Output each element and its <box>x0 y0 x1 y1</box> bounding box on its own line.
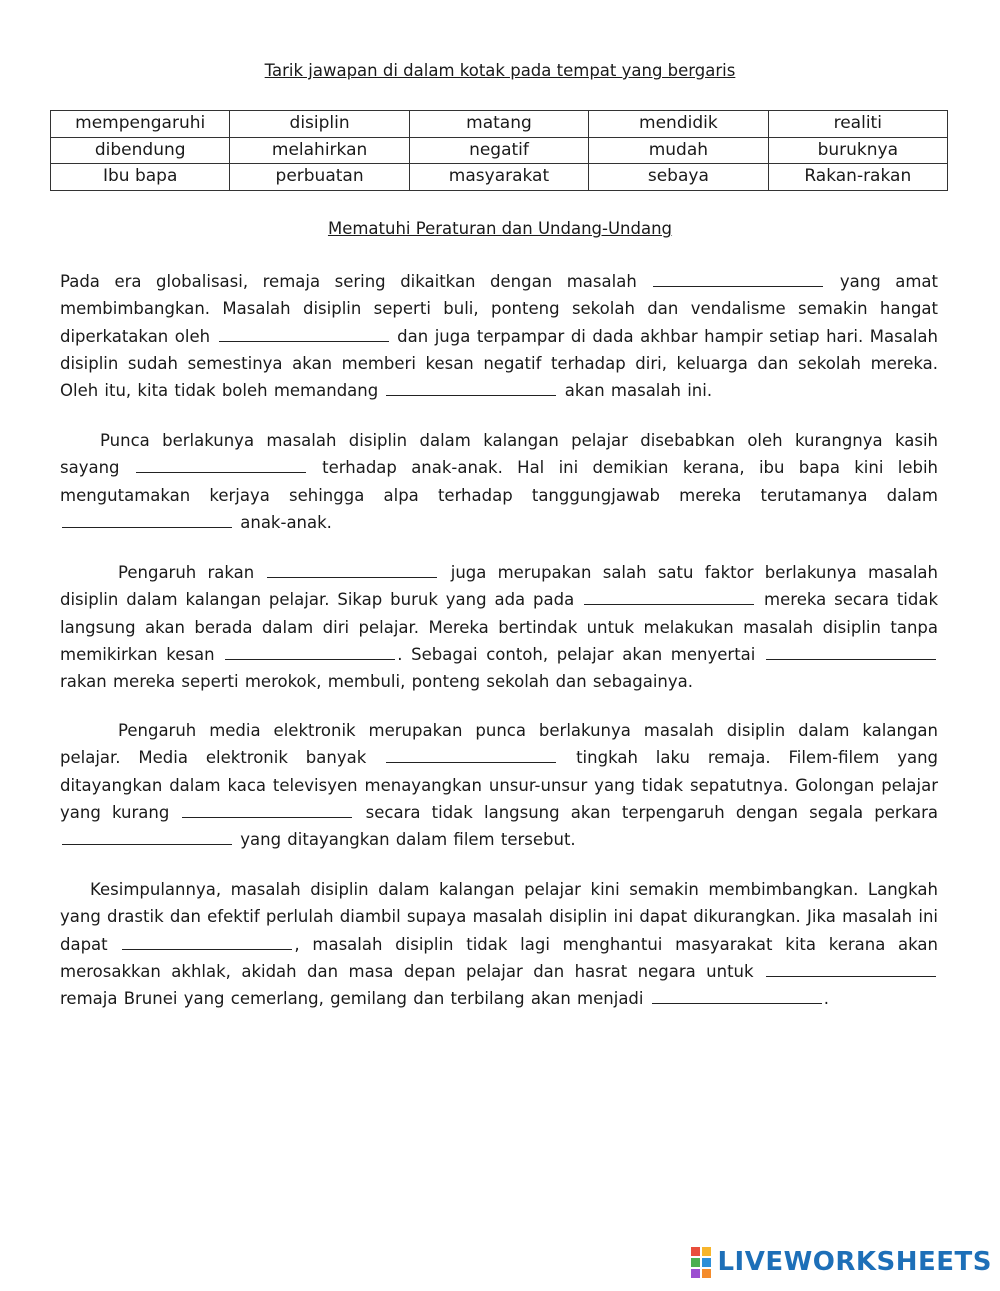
brand-name: LIVEWORKSHEETS <box>717 1247 992 1277</box>
answer-blank-14[interactable] <box>766 961 936 977</box>
word-bank-item[interactable]: melahirkan <box>230 137 409 164</box>
word-bank-item[interactable]: matang <box>409 111 588 138</box>
paragraph-2: Punca berlakunya masalah disiplin dalam kalangan pelajar disebabkan oleh kurangnya kasih sayang terhadap anak-anak. Hal ini demikian kerana, ibu bapa kini lebih mengutamakan kerjaya sehingga alpa terhadap tanggungjawab mereka terutamanya dalam anak-anak. <box>60 431 938 532</box>
word-bank-item[interactable]: mudah <box>589 137 768 164</box>
paragraph-3: Pengaruh rakan juga merupakan salah satu faktor berlakunya masalah disiplin dalam kalangan pelajar. Sikap buruk yang ada pada mereka secara tidak langsung akan berada dalam diri pelajar. Mereka bertindak untuk melakukan masalah disiplin tanpa memikirkan kesan . Sebagai contoh, pelajar akan menyertai rakan mereka seperti merokok, membuli, ponteng sekolah dan sebagainya. <box>60 563 939 692</box>
answer-blank-12[interactable] <box>62 829 232 845</box>
answer-blank-6[interactable] <box>267 562 437 578</box>
answer-blank-11[interactable] <box>182 802 352 818</box>
instruction-text: Tarik jawapan di dalam kotak pada tempat yang bergaris <box>264 61 736 80</box>
logo-square <box>691 1269 700 1278</box>
word-bank-item[interactable]: Rakan-rakan <box>768 164 947 191</box>
logo-square <box>702 1258 711 1267</box>
answer-blank-3[interactable] <box>386 380 556 396</box>
word-bank-item[interactable]: Ibu bapa <box>51 164 230 191</box>
answer-blank-5[interactable] <box>62 512 232 528</box>
word-bank-table <box>50 110 948 191</box>
paragraph-5: Kesimpulannya, masalah disiplin dalam kalangan pelajar kini semakin membimbangkan. Langkah yang drastik dan efektif perlulah diambil supaya masalah disiplin ini dapat dikurangkan. Jika masalah ini dapat , masalah disiplin tidak lagi menghantui masyarakat kita kerana akan merosakkan akhlak, akidah dan masa depan pelajar dan hasrat negara untuk remaja Brunei yang cemerlang, gemilang dan terbilang akan menjadi . <box>60 880 938 1009</box>
word-bank-item[interactable]: dibendung <box>51 137 230 164</box>
liveworksheets-icon <box>691 1247 711 1278</box>
answer-blank-8[interactable] <box>225 644 395 660</box>
paragraph-1: Pada era globalisasi, remaja sering dikaitkan dengan masalah yang amat membimbangkan. Masalah disiplin seperti buli, ponteng sekolah dan vendalisme semakin hangat diperkatakan oleh dan juga terpampar di dada akhbar hampir setiap hari. Masalah disiplin sudah semestinya akan memberi kesan negatif terhadap diri, keluarga dan sekolah mereka. Oleh itu, kita tidak boleh memandang akan masalah ini. <box>60 272 938 401</box>
answer-blank-10[interactable] <box>386 747 556 763</box>
word-bank-item[interactable]: mempengaruhi <box>51 111 230 138</box>
answer-blank-1[interactable] <box>653 271 823 287</box>
word-bank-item[interactable]: sebaya <box>589 164 768 191</box>
word-bank-item[interactable]: buruknya <box>768 137 947 164</box>
word-bank-item[interactable]: realiti <box>768 111 947 138</box>
word-bank-row <box>51 137 948 164</box>
passage-heading: Mematuhi Peraturan dan Undang-Undang <box>327 219 673 238</box>
paragraph-4: Pengaruh media elektronik merupakan punca berlakunya masalah disiplin dalam kalangan pelajar. Media elektronik banyak tingkah laku remaja. Filem-filem yang ditayangkan dalam kaca televisyen menayangkan unsur-unsur yang tidak sepatutnya. Golongan pelajar yang kurang secara tidak langsung akan terpengaruh dengan segala perkara yang ditayangkan dalam filem tersebut. <box>60 721 939 850</box>
answer-blank-4[interactable] <box>136 457 306 473</box>
logo-square <box>691 1258 700 1267</box>
logo-square <box>702 1247 711 1256</box>
word-bank-item[interactable]: perbuatan <box>230 164 409 191</box>
word-bank-item[interactable]: masyarakat <box>409 164 588 191</box>
word-bank-item[interactable]: mendidik <box>589 111 768 138</box>
logo-square <box>702 1269 711 1278</box>
logo-square <box>691 1247 700 1256</box>
answer-blank-13[interactable] <box>122 934 292 950</box>
word-bank-row <box>51 111 948 138</box>
answer-blank-9[interactable] <box>766 644 936 660</box>
word-bank-item[interactable]: negatif <box>409 137 588 164</box>
answer-blank-7[interactable] <box>584 589 754 605</box>
word-bank-item[interactable]: disiplin <box>230 111 409 138</box>
answer-blank-15[interactable] <box>652 988 822 1004</box>
word-bank-row <box>51 164 948 191</box>
liveworksheets-logo <box>691 1247 992 1277</box>
answer-blank-2[interactable] <box>219 326 389 342</box>
